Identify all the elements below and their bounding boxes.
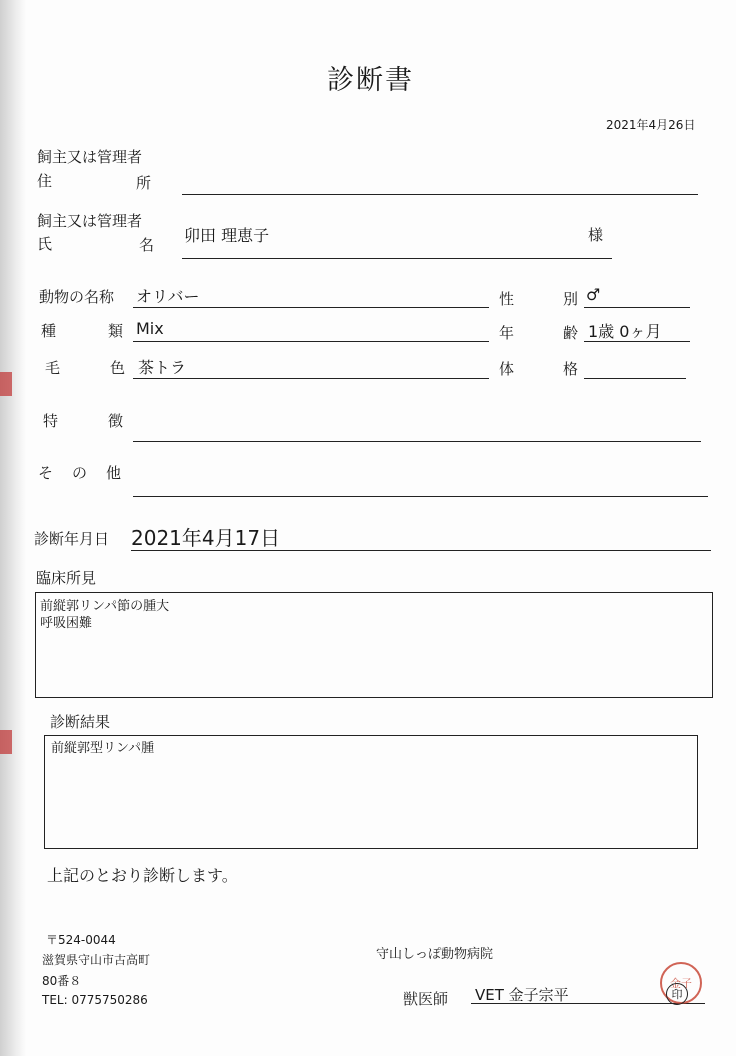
name-label-a: 氏 [37,235,53,253]
clinic-phone: TEL: 0775750286 [42,993,148,1007]
animal-name-underline [133,307,489,308]
build-underline [584,378,686,379]
animal-name-value: オリバー [136,287,200,306]
breed-value: Mix [136,319,164,338]
build-label-b: 格 [563,360,579,378]
name-label-b: 名 [139,236,155,254]
sex-underline [584,307,690,308]
certification-statement: 上記のとおり診断します。 [47,866,238,885]
coat-label-b: 色 [110,359,126,377]
coat-label-a: 毛 [45,359,61,377]
other-underline [133,496,708,497]
age-underline [584,341,690,342]
features-label-a: 特 [43,412,59,430]
features-underline [133,441,701,442]
name-underline [182,258,612,259]
coat-underline [133,378,489,379]
owner-name-label: 飼主又は管理者 [37,212,143,230]
clinical-findings-text [40,598,169,632]
other-label-b: の [72,464,88,482]
seal-mark-icon: 印 [666,983,688,1005]
diagnosis-date-label: 診断年月日 [34,530,110,548]
clinic-address-line-1: 滋賀県守山市古高町 [42,953,151,967]
owner-name-value: 卯田 理恵子 [184,226,270,245]
other-label-a: そ [38,464,54,482]
address-underline [182,194,698,195]
breed-label-b: 類 [108,322,124,340]
diagnosis-date-value: 2021年4月17日 [131,526,281,550]
diagnosis-result-text [51,740,154,757]
clinic-name: 守山しっぽ動物病院 [376,947,494,962]
scan-shadow-edge [0,0,26,1056]
animal-name-label: 動物の名称 [39,288,115,306]
clinical-finding-line: 呼吸困難 [40,616,93,631]
issue-date: 2021年4月26日 [606,118,696,132]
owner-address-label: 飼主又は管理者 [37,148,143,166]
clinic-seal-stamp: 金子 [660,962,702,1004]
sex-label-a: 性 [499,290,515,308]
build-label-a: 体 [499,360,515,378]
age-value: 1歳 0ヶ月 [588,322,662,341]
coat-value: 茶トラ [138,358,187,377]
diagnosis-date-underline [131,550,711,551]
scan-edge-mark [0,730,12,754]
diagnosis-result-line: 前縦郭型リンパ腫 [51,741,155,756]
sex-label-b: 別 [563,290,579,308]
breed-underline [133,341,489,342]
vet-label: 獣医師 [403,990,449,1008]
features-label-b: 徴 [108,412,124,430]
other-label-c: 他 [106,464,122,482]
clinical-findings-label: 臨床所見 [36,569,97,587]
address-label-b: 所 [136,174,152,192]
age-label-b: 齢 [563,324,579,342]
document-title: 診断書 [327,65,414,96]
age-label-a: 年 [499,324,515,342]
sex-value: ♂ [586,285,601,304]
clinic-address-line-2: 80番８ [42,974,82,988]
address-label-a: 住 [37,172,53,190]
clinic-postal-code: 〒524-0044 [46,933,116,947]
clinical-finding-line: 前縦郭リンパ節の腫大 [40,599,170,614]
honorific-sama: 様 [588,226,604,244]
vet-name: VET 金子宗平 [475,986,569,1004]
breed-label-a: 種 [41,322,57,340]
scan-edge-mark [0,372,12,396]
diagnosis-result-label: 診断結果 [50,713,111,731]
